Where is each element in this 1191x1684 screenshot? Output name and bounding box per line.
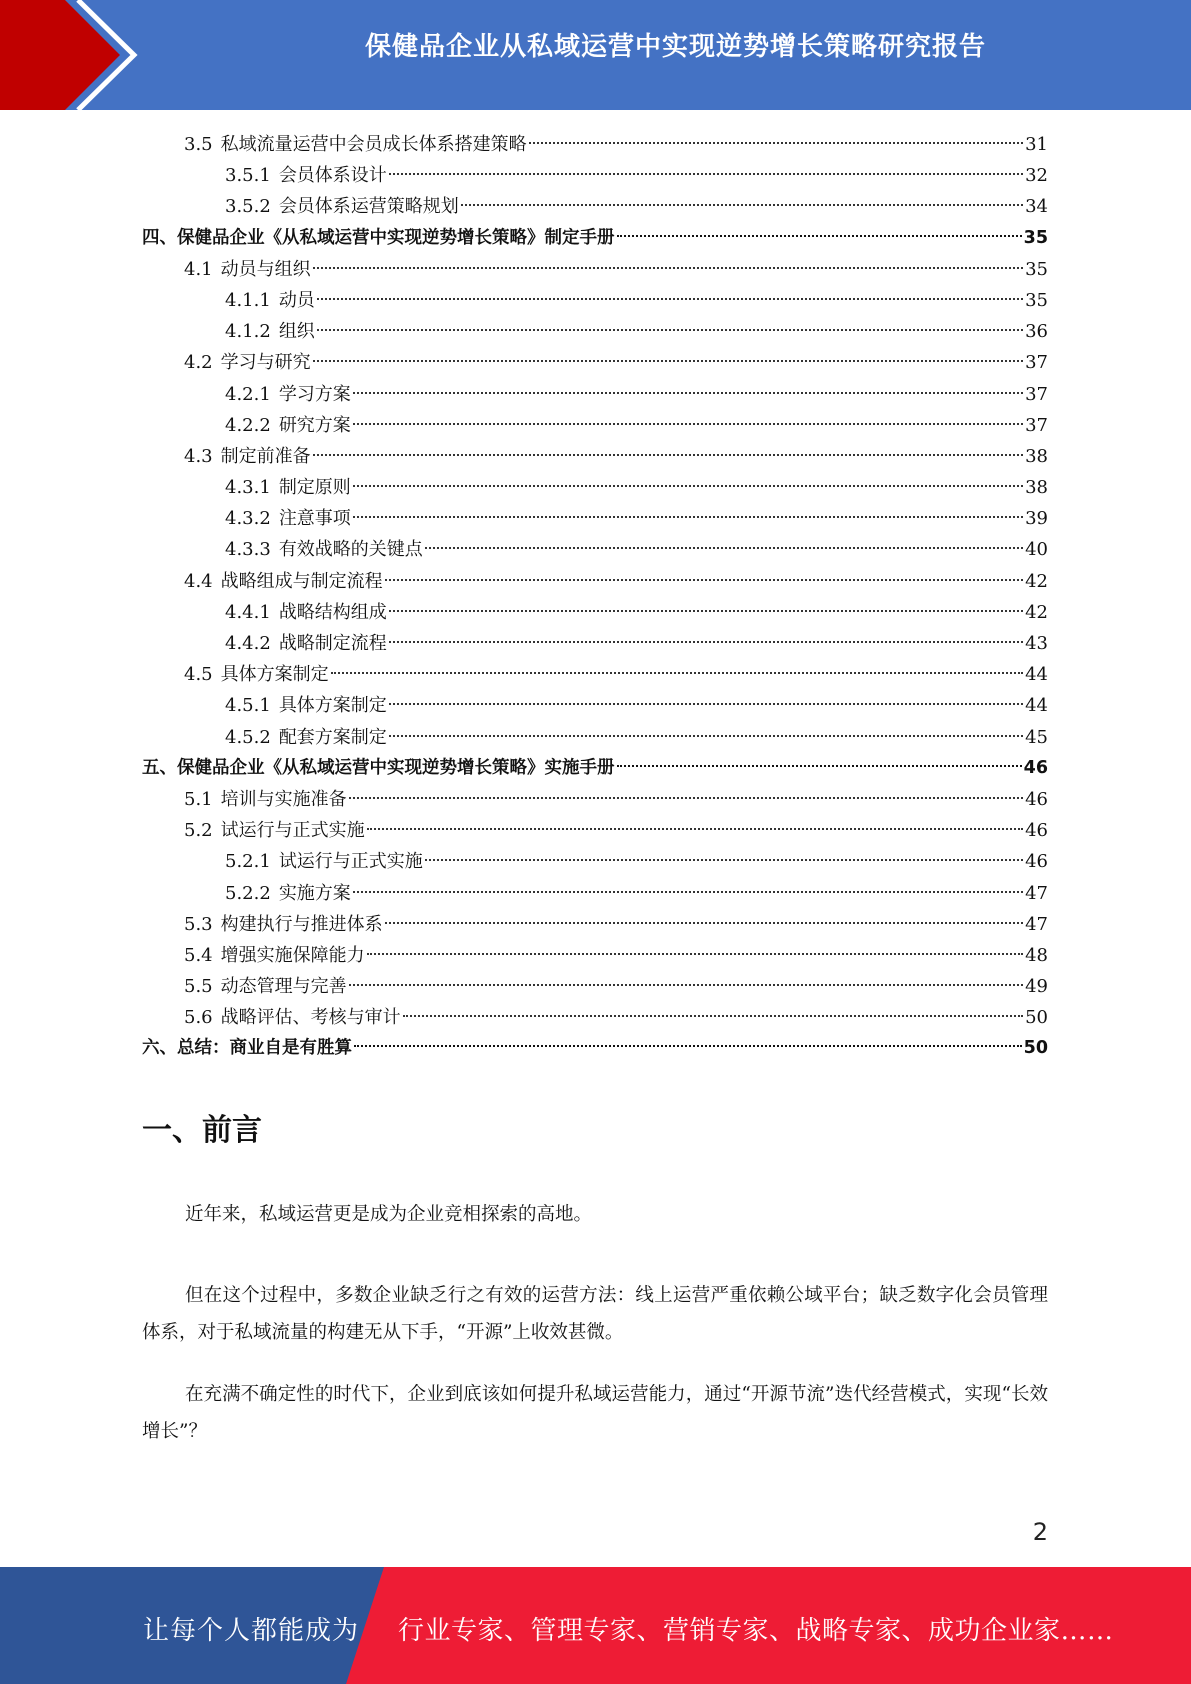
toc-entry[interactable] xyxy=(142,160,1048,191)
toc-dot-leader xyxy=(403,1015,1023,1017)
toc-dot-leader xyxy=(461,204,1023,206)
toc-entry-title: 具体方案制定 xyxy=(278,695,387,717)
toc-entry-page: 43 xyxy=(1025,633,1048,654)
toc-dot-leader xyxy=(353,485,1023,487)
toc-entry-title: 构建执行与推进体系 xyxy=(220,913,383,935)
toc-entry-page: 46 xyxy=(1025,820,1048,842)
toc-entry[interactable] xyxy=(142,223,1048,254)
toc-entry-title: 战略评估、考核与审计 xyxy=(220,1007,401,1029)
toc-entry-number: 5.6 xyxy=(184,1007,213,1029)
toc-entry-page: 37 xyxy=(1025,352,1048,374)
toc-entry-number: 3.5 xyxy=(184,134,213,155)
toc-dot-leader xyxy=(389,703,1023,705)
toc-entry-number: 4.3.3 xyxy=(225,539,271,561)
section-heading: 一、前言 xyxy=(142,1113,262,1148)
toc-dot-leader xyxy=(317,329,1023,331)
toc-entry-page: 40 xyxy=(1025,539,1048,561)
toc-entry-title: 学习与研究 xyxy=(220,352,311,374)
toc-entry[interactable] xyxy=(142,566,1048,597)
toc-entry-number: 5.3 xyxy=(184,913,213,935)
toc-entry-page: 42 xyxy=(1025,601,1048,623)
toc-entry[interactable] xyxy=(142,191,1048,222)
toc-entry-number: 4.2 xyxy=(184,352,213,374)
toc-entry-page: 46 xyxy=(1025,788,1048,810)
toc-entry-page: 37 xyxy=(1025,414,1048,436)
toc-entry-title: 动员 xyxy=(278,289,315,311)
toc-entry-title: 四、保健品企业《从私域运营中实现逆势增长策略》制定手册 xyxy=(142,227,615,248)
toc-entry-number: 3.5.2 xyxy=(225,196,271,218)
toc-entry-title: 具体方案制定 xyxy=(220,664,329,686)
toc-entry-title: 战略制定流程 xyxy=(278,633,387,654)
toc-entry[interactable] xyxy=(142,878,1048,909)
toc-dot-leader xyxy=(317,298,1023,300)
toc-entry-page: 38 xyxy=(1025,445,1048,467)
toc-entry[interactable] xyxy=(142,503,1048,534)
toc-entry[interactable] xyxy=(142,753,1048,784)
page-footer xyxy=(0,1567,1191,1684)
toc-entry-number: 4.2.1 xyxy=(225,383,271,405)
toc-entry[interactable] xyxy=(142,722,1048,753)
toc-dot-leader xyxy=(354,1045,1022,1047)
toc-entry-page: 50 xyxy=(1023,1038,1048,1059)
toc-dot-leader xyxy=(313,360,1023,362)
table-of-contents xyxy=(142,129,1048,1065)
toc-entry-page: 45 xyxy=(1025,726,1048,748)
toc-entry-page: 44 xyxy=(1025,695,1048,717)
toc-entry-title: 学习方案 xyxy=(278,383,351,405)
page-number: 2 xyxy=(1032,1518,1048,1546)
page-header xyxy=(0,0,1191,110)
toc-entry-page: 31 xyxy=(1025,134,1048,155)
toc-entry-page: 35 xyxy=(1025,258,1048,280)
toc-entry[interactable] xyxy=(142,129,1048,160)
toc-entry-title: 制定前准备 xyxy=(220,445,311,467)
toc-entry[interactable] xyxy=(142,347,1048,378)
toc-dot-leader xyxy=(313,454,1023,456)
toc-entry[interactable] xyxy=(142,909,1048,940)
toc-dot-leader xyxy=(353,392,1023,394)
toc-entry-page: 39 xyxy=(1025,508,1048,530)
toc-entry-number: 4.5 xyxy=(184,664,213,686)
toc-entry-page: 44 xyxy=(1025,664,1048,686)
toc-dot-leader xyxy=(313,267,1023,269)
toc-entry-number: 4.1.2 xyxy=(225,321,271,343)
toc-entry[interactable] xyxy=(142,784,1048,815)
toc-entry[interactable] xyxy=(142,597,1048,628)
toc-entry[interactable] xyxy=(142,628,1048,659)
toc-entry-number: 4.5.1 xyxy=(225,695,271,717)
toc-dot-leader xyxy=(389,173,1023,175)
toc-entry-page: 46 xyxy=(1023,757,1048,778)
toc-entry-title: 试运行与正式实施 xyxy=(278,851,423,873)
paragraph-1: 近年来，私域运营更是成为企业竞相探索的高地。 xyxy=(185,1204,593,1225)
toc-entry-title: 注意事项 xyxy=(278,508,351,530)
toc-entry-number: 3.5.1 xyxy=(225,165,271,187)
toc-dot-leader xyxy=(349,797,1023,799)
toc-entry-number: 4.4 xyxy=(184,570,213,592)
toc-entry-title: 五、保健品企业《从私域运营中实现逆势增长策略》实施手册 xyxy=(142,757,615,778)
toc-dot-leader xyxy=(425,547,1023,549)
paragraph-2: 但在这个过程中，多数企业缺乏行之有效的运营方法：线上运营严重依赖公域平台；缺乏数字化会员管理体系，对于私域流量的构建无从下手，“开源”上收效甚微。 xyxy=(142,1285,1048,1343)
report-title: 保健品企业从私域运营中实现逆势增长策略研究报告 xyxy=(364,32,986,62)
toc-entry-title: 会员体系运营策略规划 xyxy=(278,196,459,218)
toc-entry-page: 48 xyxy=(1025,944,1048,966)
toc-entry[interactable] xyxy=(142,410,1048,441)
toc-entry[interactable] xyxy=(142,846,1048,877)
toc-entry[interactable] xyxy=(142,659,1048,690)
toc-dot-leader xyxy=(331,672,1023,674)
toc-entry-title: 研究方案 xyxy=(278,414,351,436)
toc-entry[interactable] xyxy=(142,1033,1048,1064)
toc-dot-leader xyxy=(353,423,1023,425)
toc-dot-leader xyxy=(529,142,1023,144)
toc-entry-title: 配套方案制定 xyxy=(278,726,387,748)
toc-entry[interactable] xyxy=(142,316,1048,347)
toc-entry-title: 私域流量运营中会员成长体系搭建策略 xyxy=(220,134,527,155)
toc-dot-leader xyxy=(367,828,1023,830)
toc-entry-number: 4.4.1 xyxy=(225,601,271,623)
toc-entry-number: 4.4.2 xyxy=(225,633,271,654)
toc-dot-leader xyxy=(385,922,1023,924)
toc-entry[interactable] xyxy=(142,971,1048,1002)
toc-entry-number: 5.2.2 xyxy=(225,882,271,904)
toc-entry[interactable] xyxy=(142,441,1048,472)
toc-dot-leader xyxy=(425,859,1023,861)
toc-entry-number: 4.1 xyxy=(184,258,213,280)
toc-entry-page: 47 xyxy=(1025,913,1048,935)
toc-dot-leader xyxy=(617,765,1022,767)
toc-entry-title: 战略结构组成 xyxy=(278,601,387,623)
toc-entry[interactable] xyxy=(142,379,1048,410)
toc-entry[interactable] xyxy=(142,690,1048,721)
toc-entry-page: 35 xyxy=(1025,289,1048,311)
toc-entry[interactable] xyxy=(142,1002,1048,1033)
toc-dot-leader xyxy=(385,579,1023,581)
toc-entry-number: 4.3 xyxy=(184,445,213,467)
toc-entry-page: 36 xyxy=(1025,321,1048,343)
toc-entry-page: 32 xyxy=(1025,165,1048,187)
toc-entry-number: 5.2 xyxy=(184,820,213,842)
toc-entry-title: 六、总结：商业自是有胜算 xyxy=(142,1038,352,1059)
toc-entry[interactable] xyxy=(142,285,1048,316)
toc-entry-number: 4.1.1 xyxy=(225,289,271,311)
toc-entry-number: 4.5.2 xyxy=(225,726,271,748)
toc-dot-leader xyxy=(389,610,1023,612)
toc-entry-number: 5.1 xyxy=(184,788,213,810)
toc-dot-leader xyxy=(349,984,1023,986)
toc-entry-page: 34 xyxy=(1025,196,1048,218)
footer-slogan-left: 让每个人都能成为 xyxy=(143,1616,360,1646)
toc-entry[interactable] xyxy=(142,472,1048,503)
toc-entry-page: 50 xyxy=(1025,1007,1048,1029)
toc-dot-leader xyxy=(367,953,1023,955)
toc-entry-title: 实施方案 xyxy=(278,882,351,904)
toc-entry-page: 47 xyxy=(1025,882,1048,904)
toc-entry-title: 培训与实施准备 xyxy=(220,788,347,810)
toc-entry-title: 制定原则 xyxy=(278,477,351,499)
toc-entry-number: 4.3.2 xyxy=(225,508,271,530)
toc-dot-leader xyxy=(389,735,1023,737)
toc-entry-title: 试运行与正式实施 xyxy=(220,820,365,842)
toc-entry-title: 会员体系设计 xyxy=(278,165,387,187)
toc-entry-page: 37 xyxy=(1025,383,1048,405)
paragraph-3: 在充满不确定性的时代下，企业到底该如何提升私域运营能力，通过“开源节流”迭代经营模式，实现“长效增长”？ xyxy=(142,1384,1048,1442)
toc-dot-leader xyxy=(353,516,1023,518)
toc-entry-page: 35 xyxy=(1023,227,1048,248)
toc-entry-title: 组织 xyxy=(278,321,315,343)
toc-entry-page: 38 xyxy=(1025,477,1048,499)
toc-entry-number: 5.5 xyxy=(184,976,213,998)
toc-entry-title: 有效战略的关键点 xyxy=(278,539,423,561)
toc-entry-number: 5.2.1 xyxy=(225,851,271,873)
toc-entry-number: 5.4 xyxy=(184,944,213,966)
toc-dot-leader xyxy=(389,641,1023,643)
toc-dot-leader xyxy=(617,235,1022,237)
toc-entry-page: 49 xyxy=(1025,976,1048,998)
toc-entry[interactable] xyxy=(142,815,1048,846)
footer-slogan-right: 行业专家、管理专家、营销专家、战略专家、成功企业家…… xyxy=(398,1616,1114,1646)
toc-entry-page: 46 xyxy=(1025,851,1048,873)
toc-entry[interactable] xyxy=(142,534,1048,565)
toc-entry-page: 42 xyxy=(1025,570,1048,592)
toc-entry-title: 动员与组织 xyxy=(220,258,311,280)
toc-entry[interactable] xyxy=(142,254,1048,285)
toc-entry-number: 4.2.2 xyxy=(225,414,271,436)
toc-entry[interactable] xyxy=(142,940,1048,971)
toc-entry-title: 战略组成与制定流程 xyxy=(220,570,383,592)
toc-dot-leader xyxy=(353,891,1023,893)
toc-entry-number: 4.3.1 xyxy=(225,477,271,499)
toc-entry-title: 增强实施保障能力 xyxy=(220,944,365,966)
toc-entry-title: 动态管理与完善 xyxy=(220,976,347,998)
